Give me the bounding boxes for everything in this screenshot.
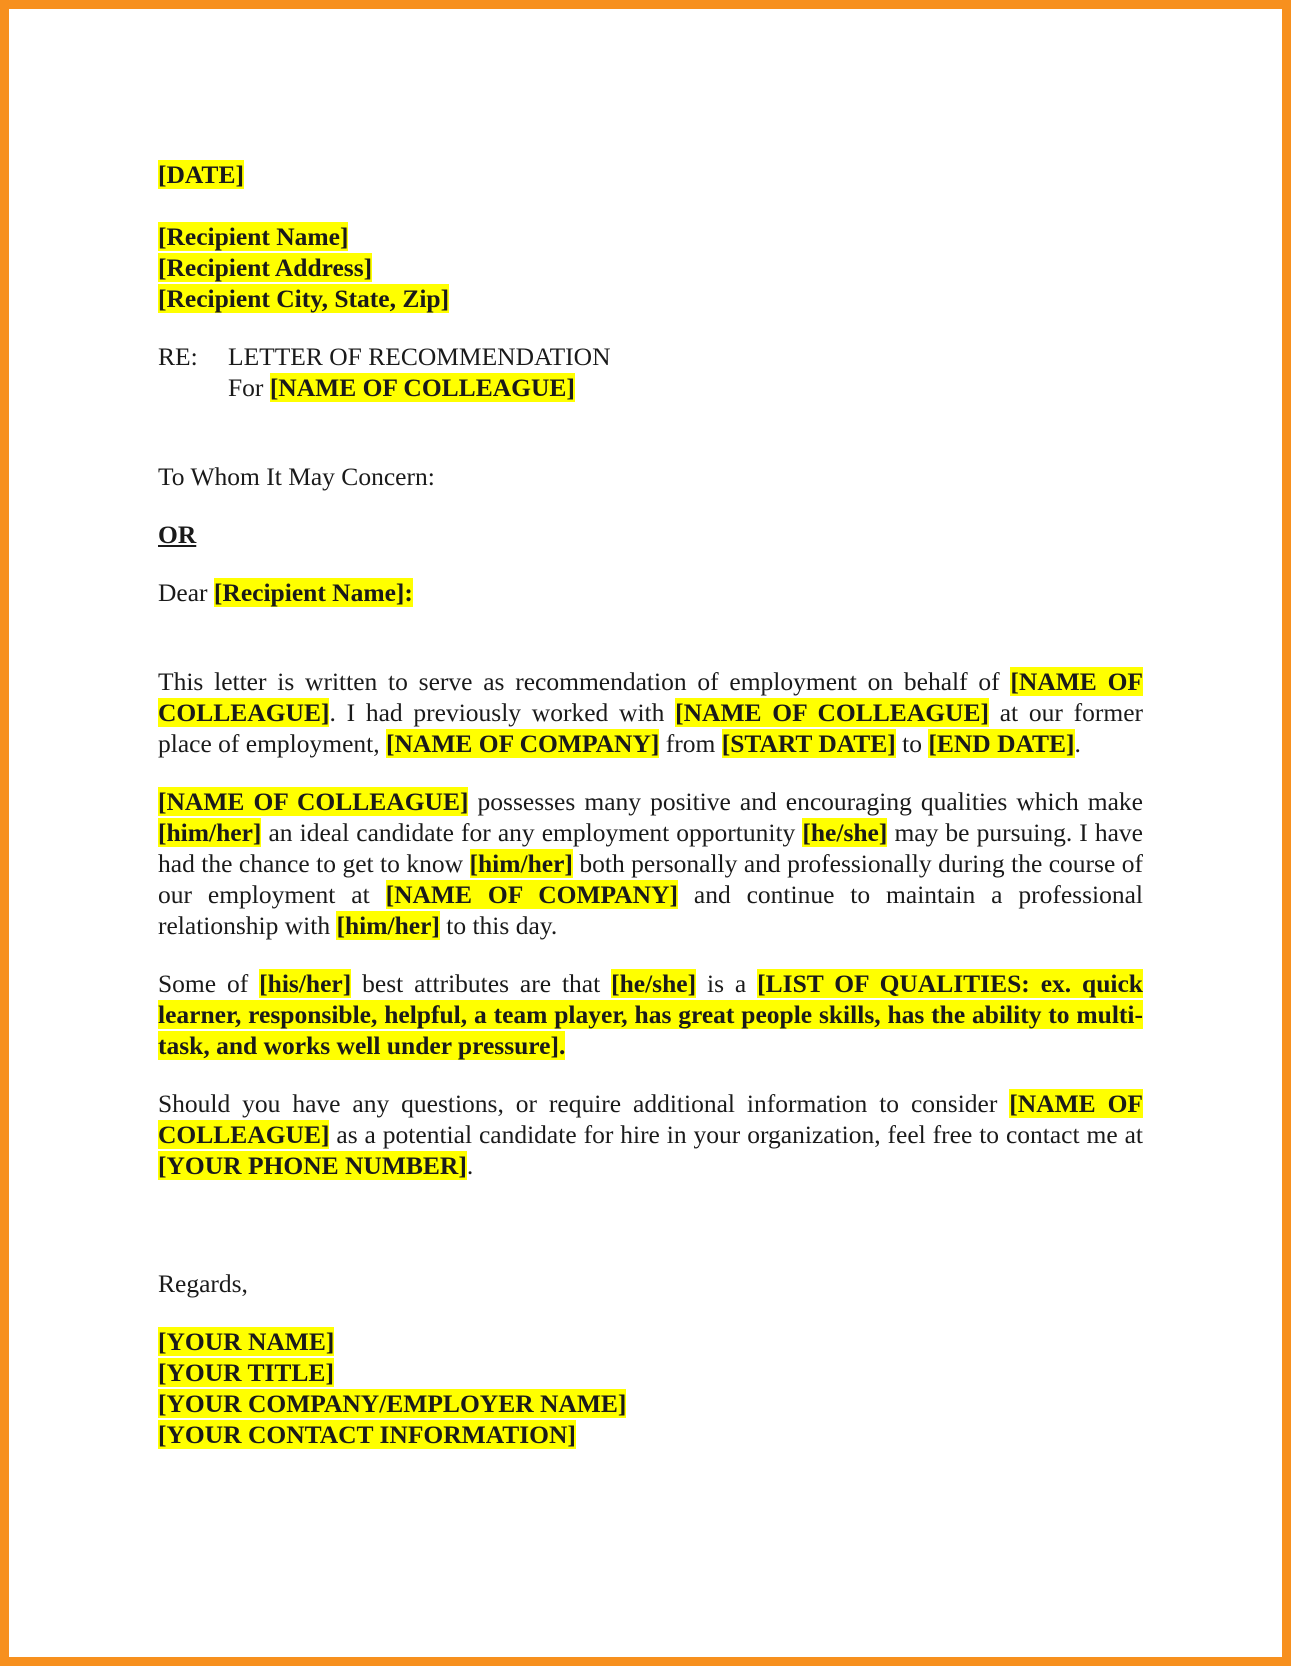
or-separator: OR [158, 520, 197, 549]
salutation-dear: Dear [158, 578, 208, 607]
placeholder-start-date: [START DATE] [721, 729, 896, 758]
paragraph-intro [158, 666, 1143, 759]
body-text: Should you have any questions, or require additional information to consider [158, 1089, 998, 1118]
letter-content [158, 159, 1143, 1450]
placeholder-company: [NAME OF COMPANY] [385, 880, 678, 909]
placeholder-phone-number: [YOUR PHONE NUMBER] [158, 1151, 467, 1180]
placeholder-colleague: [NAME OF COLLEAGUE] [158, 667, 1144, 727]
recipient-address: [Recipient Address] [158, 253, 373, 282]
body-text: at our former place of employment, [158, 698, 1143, 758]
body-text: both personally and professionally during the course of our employment at [158, 849, 1144, 909]
salutation-generic: To Whom It May Concern: [158, 462, 435, 491]
date-placeholder: [DATE] [158, 160, 244, 189]
date-line [158, 159, 1143, 190]
placeholder-colleague: [NAME OF COLLEAGUE] [158, 787, 469, 816]
body-text: possesses many positive and encouraging qualities which make [477, 787, 1143, 816]
placeholder-pronoun: [his/her] [259, 969, 352, 998]
recipient-name: [Recipient Name] [158, 222, 349, 251]
paragraph-attributes [158, 968, 1143, 1061]
paragraph-contact [158, 1088, 1143, 1181]
body-text: This letter is written to serve as recommendation of employment on behalf of [158, 667, 1000, 696]
placeholder-pronoun: [him/her] [158, 818, 262, 847]
signature-title: [YOUR TITLE] [158, 1358, 334, 1387]
body-text: Some of [158, 969, 249, 998]
closing: Regards, [158, 1269, 248, 1298]
body-text: . [466, 1151, 474, 1180]
signature-contact: [YOUR CONTACT INFORMATION] [158, 1420, 576, 1449]
re-colleague: [NAME OF COLLEAGUE] [269, 373, 575, 402]
placeholder-end-date: [END DATE] [928, 729, 1075, 758]
body-text: from [665, 729, 716, 758]
body-text: and continue to maintain a professional relationship with [158, 880, 1144, 940]
signature-company: [YOUR COMPANY/EMPLOYER NAME] [158, 1389, 627, 1418]
body-text: as a potential candidate for hire in your organization, feel free to contact me at [336, 1120, 1143, 1149]
placeholder-company: [NAME OF COMPANY] [386, 729, 660, 758]
placeholder-colleague: [NAME OF COLLEAGUE] [675, 698, 989, 727]
placeholder-pronoun: [him/her] [469, 849, 573, 878]
re-block [158, 341, 1143, 403]
placeholder-pronoun: [him/her] [336, 911, 440, 940]
placeholder-pronoun: [he/she] [802, 818, 888, 847]
body-text: an ideal candidate for any employment opportunity [268, 818, 796, 847]
re-subject: LETTER OF RECOMMENDATION [228, 342, 611, 371]
body-text: best attributes are that [362, 969, 601, 998]
re-for-text: For [228, 373, 264, 402]
salutation-recipient-name: [Recipient Name]: [213, 578, 413, 607]
signature-name: [YOUR NAME] [158, 1327, 335, 1356]
body-text: . I had previously worked with [329, 698, 665, 727]
body-text: may be pursuing. I have had the chance to get to know [158, 818, 1143, 878]
body-text: is a [696, 969, 747, 998]
placeholder-qualities-list: [LIST OF QUALITIES: ex. quick learner, responsible, helpful, a team player, has great people skills, has the ability to multi-task, and works well under pressure]. [158, 969, 1143, 1060]
body-text: to [902, 729, 923, 758]
body-text: to this day. [446, 911, 558, 940]
placeholder-colleague: [NAME OF COLLEAGUE] [158, 1089, 1144, 1149]
recipient-city-state-zip: [Recipient City, State, Zip] [158, 284, 450, 313]
signature-block [158, 1326, 1143, 1450]
salutation-named [158, 577, 1143, 608]
recipient-block [158, 221, 1143, 314]
paragraph-qualities [158, 786, 1143, 941]
re-label: RE: [158, 342, 198, 371]
body-text: . [1074, 729, 1081, 758]
placeholder-pronoun: [he/she] [611, 969, 697, 998]
